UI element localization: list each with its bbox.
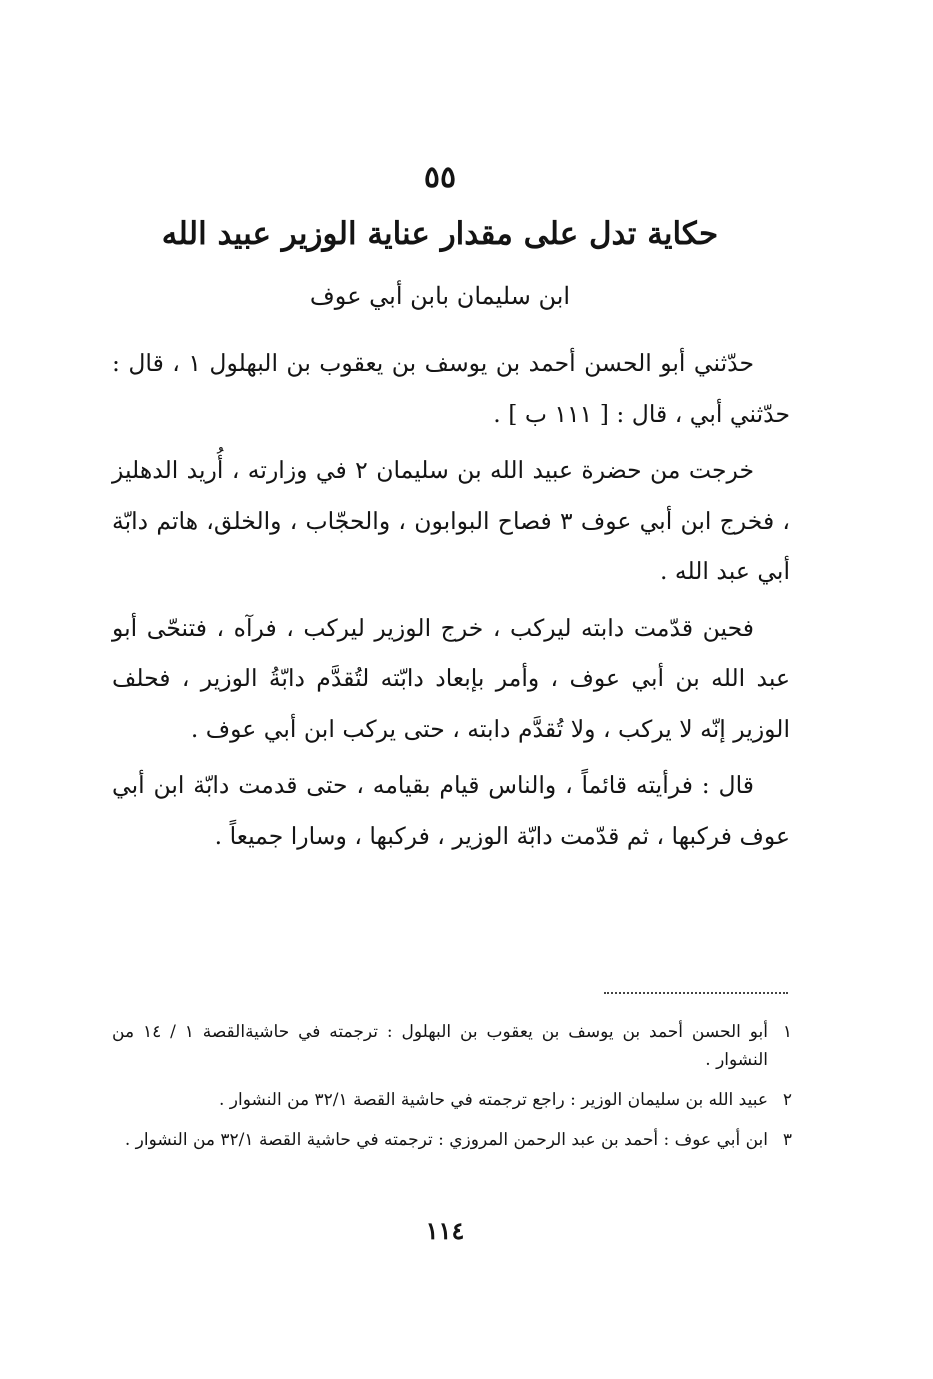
footnote-separator <box>604 992 788 994</box>
paragraph-4: قال : فرأيته قائماً ، والناس قيام بقيامه ، حتى قدمت دابّة ابن أبي عوف فركبها ، ثم قدّمت دابّة الوزير ، فركبها ، وسارا جميعاً . <box>112 771 790 850</box>
footnote-number: ٣ <box>782 1130 792 1150</box>
footnotes <box>112 1018 792 1166</box>
paragraph-1: حدّثني أبو الحسن أحمد بن يوسف بن يعقوب بن البهلول ١ ، قال : حدّثني أبي ، قال : [ ١١١ ب ] . <box>112 349 790 428</box>
paragraph-3: فحين قدّمت دابته ليركب ، خرج الوزير ليركب ، فرآه ، فتنحّى أبو عبد الله بن أبي عوف ، وأمر بإبعاد دابّته لتُقدَّم دابّةُ الوزير ، فحلف الوزير إنّه لا يركب ، ولا تُقدَّم دابته ، حتى يركب ابن أبي عوف . <box>112 613 790 743</box>
footnote-text: ابن أبي عوف : أحمد بن عبد الرحمن المروزي : ترجمته في حاشية القصة ٣٢/١ من النشوار . <box>124 1130 768 1150</box>
footnote-number: ٢ <box>782 1090 792 1110</box>
footnote-2 <box>112 1086 792 1114</box>
story-body <box>112 338 790 867</box>
story-number: ٥٥ <box>423 160 457 195</box>
paragraph-2: خرجت من حضرة عبيد الله بن سليمان ٢ في وزارته ، أُريد الدهليز ، فخرج ابن أبي عوف ٣ فصاح البوابون ، والحجّاب ، والخلق، هاتم دابّة أبي عبد الله . <box>112 456 790 585</box>
footnote-text: أبو الحسن أحمد بن يوسف بن يعقوب بن البهلول : ترجمته في حاشيةالقصة ١ / ١٤ من النشوار . <box>112 1022 768 1070</box>
footnote-3 <box>112 1126 792 1154</box>
footnote-text: عبيد الله بن سليمان الوزير : راجع ترجمته في حاشية القصة ٣٢/١ من النشوار . <box>218 1090 768 1110</box>
footnote-1 <box>112 1018 792 1074</box>
page-number: ١١٤ <box>425 1216 465 1245</box>
story-title: حكاية تدل على مقدار عناية الوزير عبيد الله <box>161 216 719 252</box>
story-subtitle: ابن سليمان بابن أبي عوف <box>309 282 571 310</box>
footnote-number: ١ <box>782 1022 792 1042</box>
